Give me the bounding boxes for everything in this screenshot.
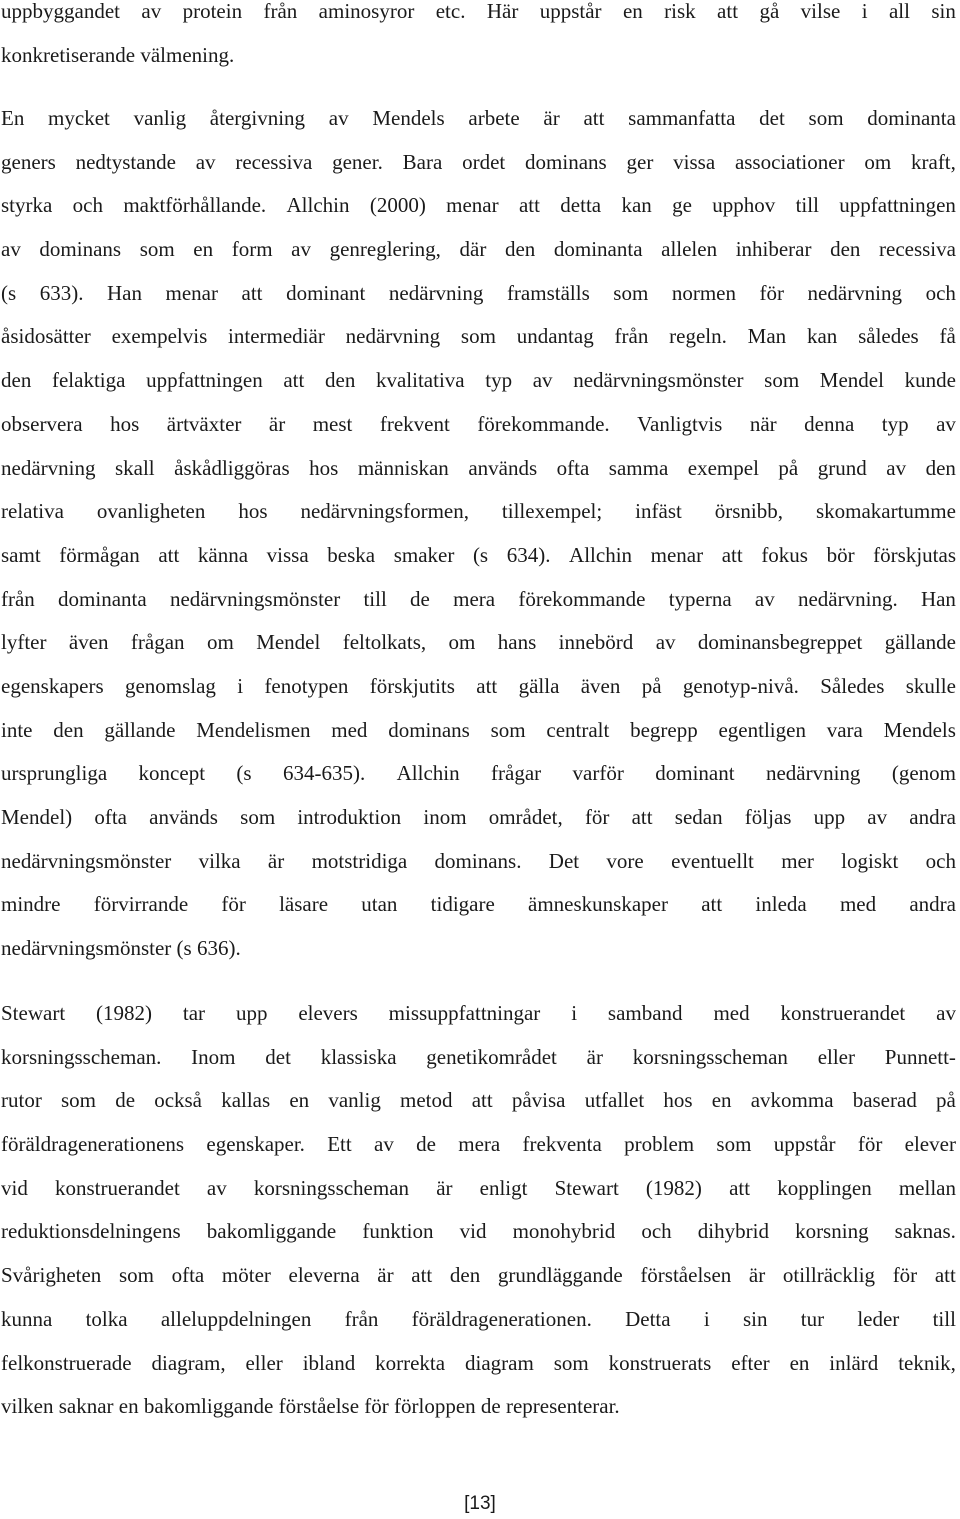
text-line: vid konstruerandet av korsningsscheman är enligt Stewart (1982) att kopplingen mellan [1, 1175, 956, 1200]
text-line: av dominans som en form av genreglering, där den dominanta allelen inhiberar den recessiva [1, 237, 956, 262]
text-line: nedärvning skall åskådliggöras hos människan används ofta samma exempel på grund av den [1, 455, 956, 480]
text-line: konkretiserande välmening. [1, 42, 235, 67]
text-line: relativa ovanligheten hos nedärvningsformen, tillexempel; infäst örsnibb, skomakartumme [1, 499, 956, 524]
paragraph-1 [1, 0, 956, 77]
text-line: geners nedtystande av recessiva gener. Bara ordet dominans ger vissa associationer om kraft, [1, 149, 956, 174]
text-line: inte den gällande Mendelismen med dominans som centralt begrepp egentligen vara Mendels [1, 717, 956, 742]
text-line: ursprungliga koncept (s 634-635). Allchin frågar varför dominant nedärvning (genom [1, 761, 956, 786]
text-line: rutor som de också kallas en vanlig metod att påvisa utfallet hos en avkomma baserad på [1, 1088, 956, 1113]
text-line: nedärvningsmönster (s 636). [1, 936, 241, 961]
paragraph-3 [1, 992, 956, 1429]
text-line: samt förmågan att känna vissa beska smaker (s 634). Allchin menar att fokus bör förskjutas [1, 542, 956, 567]
text-line: Mendel) ofta används som introduktion inom området, för att sedan följas upp av andra [1, 805, 956, 829]
page-number: [13] [464, 1493, 496, 1514]
text-line: vilken saknar en bakomliggande förståelse för förloppen de representerar. [1, 1394, 620, 1419]
text-line: Svårigheten som ofta möter eleverna är att den grundläggande förståelsen är otillräcklig för att [1, 1263, 956, 1288]
text-line: föräldragenerationens egenskaper. Ett av de mera frekventa problem som uppstår för elever [1, 1132, 956, 1157]
text-line: felkonstruerade diagram, eller ibland korrekta diagram som konstruerats efter en inlärd teknik, [1, 1350, 956, 1375]
text-line: från dominanta nedärvningsmönster till de mera förekommande typerna av nedärvning. Han [1, 586, 956, 611]
paragraph-2 [1, 97, 956, 971]
text-line: åsidosätter exempelvis intermediär nedärvning som undantag från regeln. Man kan således få [1, 324, 956, 349]
text-line: En mycket vanlig återgivning av Mendels arbete är att sammanfatta det som dominanta [1, 106, 956, 130]
text-line: Stewart (1982) tar upp elevers missuppfattningar i samband med konstruerandet av [1, 1001, 956, 1025]
text-line: (s 633). Han menar att dominant nedärvning framställs som normen för nedärvning och [1, 280, 956, 305]
text-line: kunna tolka alleluppdelningen från föräldragenerationen. Detta i sin tur leder till [1, 1306, 956, 1331]
text-line: korsningsscheman. Inom det klassiska genetikområdet är korsningsscheman eller Punnett- [1, 1044, 956, 1069]
text-line: lyfter även frågan om Mendel feltolkats, om hans innebörd av dominansbegreppet gällande [1, 630, 956, 655]
text-line: nedärvningsmönster vilka är motstridiga dominans. Det vore eventuellt mer logiskt och [1, 848, 956, 873]
text-line: den felaktiga uppfattningen att den kvalitativa typ av nedärvningsmönster som Mendel kunde [1, 368, 956, 393]
text-line: styrka och maktförhållande. Allchin (2000) menar att detta kan ge upphov till uppfattningen [1, 193, 956, 218]
text-line: egenskapers genomslag i fenotypen förskjutits att gälla även på genotyp-nivå. Således skulle [1, 673, 956, 698]
text-line: observera hos ärtväxter är mest frekvent förekommande. Vanligtvis när denna typ av [1, 411, 956, 436]
text-line: mindre förvirrande för läsare utan tidigare ämneskunskaper att inleda med andra [1, 892, 956, 917]
text-line: uppbyggandet av protein från aminosyror etc. Här uppstår en risk att gå vilse i all sin [1, 0, 956, 23]
text-line: reduktionsdelningens bakomliggande funktion vid monohybrid och dihybrid korsning saknas. [1, 1219, 956, 1244]
